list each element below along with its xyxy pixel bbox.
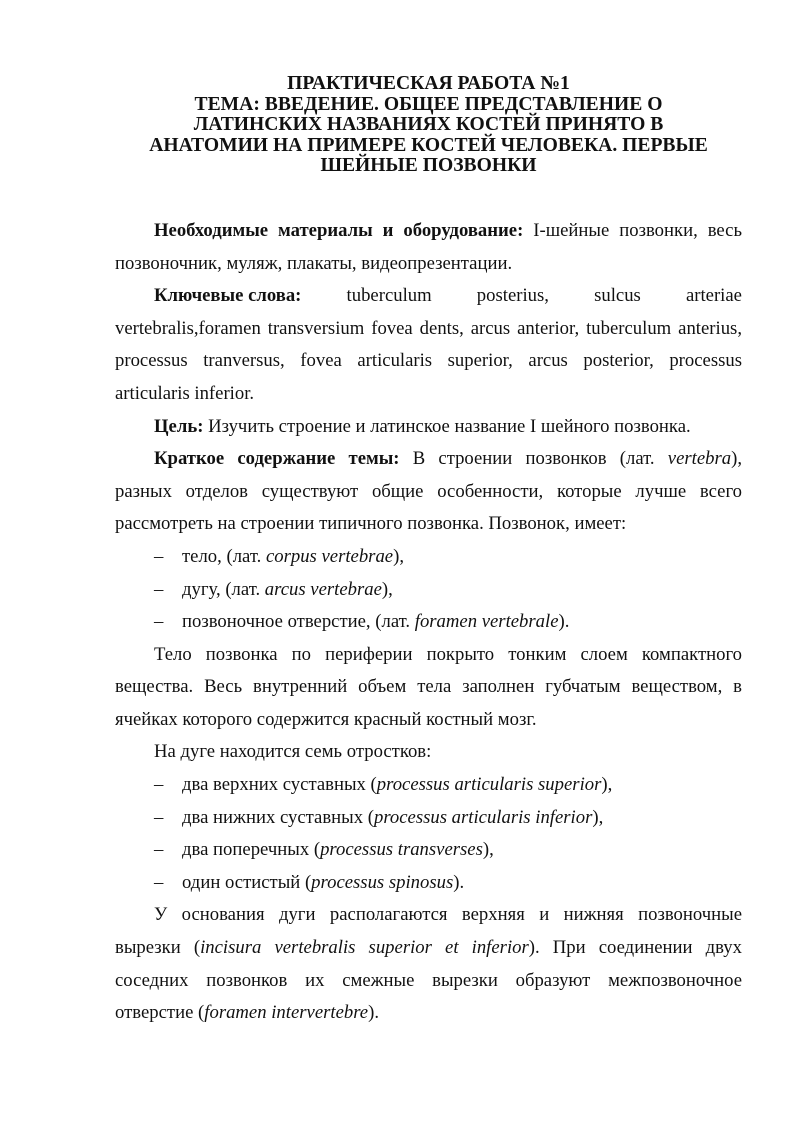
latin-term: foramen intervertebre — [204, 1002, 369, 1024]
keywords-rest: vertebralis,foramen transversium fovea dents, arcus anterior, tuberculum anterius, processus tranversus, fovea articularis superior, arcus posterior, processus articularis inferior. — [115, 317, 742, 404]
summary-text: ), разных отделов существуют общие особенности, которые лучше всего рассмотреть на строении типичного позвонка. Позвонок, имеет: — [115, 448, 742, 535]
dash-bullet: – — [154, 871, 164, 893]
item-text: дугу, (лат. — [182, 578, 265, 600]
dash-bullet: – — [154, 839, 164, 861]
keywords-first-line — [115, 280, 742, 313]
materials-text: I-шейные позвонки, весь позвоночник, муляж, плакаты, видеопрезентации. — [115, 219, 742, 274]
latin-term: processus spinosus — [311, 871, 454, 893]
summary-paragraph — [115, 443, 742, 541]
item-text: ), — [482, 839, 494, 861]
latin-term: arcus vertebrae — [264, 578, 382, 600]
title-line: ТЕМА: ВВЕДЕНИЕ. ОБЩЕЕ ПРЕДСТАВЛЕНИЕ О — [194, 93, 663, 115]
keyword: posterius, — [476, 285, 549, 307]
item-text: два поперечных ( — [182, 839, 321, 861]
item-text: два верхних суставных ( — [182, 774, 377, 796]
materials-paragraph — [115, 215, 742, 280]
latin-term: incisura vertebralis superior et inferior — [200, 937, 529, 959]
paragraph-text: У основания дуги располагаются верхняя и нижняя позвоночные вырезки ( — [115, 904, 742, 959]
item-text: один остистый ( — [182, 871, 312, 893]
keyword: sulcus — [594, 285, 641, 307]
materials-label: Необходимые материалы и оборудование: — [154, 219, 524, 241]
summary-label: Краткое содержание темы: — [154, 448, 400, 470]
keyword: arteriae — [685, 285, 742, 307]
processes-list — [115, 769, 742, 899]
title-line: ПРАКТИЧЕСКАЯ РАБОТА №1 — [287, 73, 570, 94]
item-text: ). — [558, 611, 570, 633]
vertebra-parts-list — [115, 541, 742, 639]
dash-bullet: – — [154, 611, 164, 633]
paragraph-text: ). — [368, 1002, 380, 1024]
title-line: ЛАТИНСКИХ НАЗВАНИЯХ КОСТЕЙ ПРИНЯТО В — [193, 114, 664, 136]
list-item — [115, 867, 742, 900]
goal-text: Изучить строение и латинское название I шейного позвонка. — [203, 415, 691, 437]
notches-paragraph — [115, 899, 742, 1029]
item-text: ), — [381, 578, 393, 600]
list-item — [115, 541, 742, 574]
item-text: ), — [592, 806, 604, 828]
title-line: ШЕЙНЫЕ ПОЗВОНКИ — [320, 155, 537, 177]
document-page — [115, 74, 742, 1030]
arch-intro: На дуге находится семь отростков: — [154, 741, 432, 763]
paragraph-text: ). При соединении двух соседних позвонков их смежные вырезки образуют межпозвоночное отверстие ( — [115, 937, 742, 1024]
dash-bullet: – — [154, 806, 164, 828]
latin-term: processus articularis superior — [376, 774, 602, 796]
latin-term: corpus vertebrae — [265, 545, 394, 567]
body-paragraph: Тело позвонка по периферии покрыто тонким слоем компактного вещества. Весь внутренний объем тела заполнен губчатым веществом, в ячейках которого содержится красный костный мозг. — [115, 643, 742, 730]
item-text: ). — [453, 871, 465, 893]
dash-bullet: – — [154, 545, 164, 567]
goal-label: Цель: — [154, 415, 204, 437]
item-text: тело, (лат. — [182, 545, 266, 567]
list-item — [115, 802, 742, 835]
item-text: ), — [601, 774, 613, 796]
keyword: tuberculum — [346, 285, 432, 307]
item-text: ), — [393, 545, 404, 567]
list-item — [115, 769, 742, 802]
latin-term: processus articularis inferior — [373, 806, 593, 828]
list-item — [115, 834, 742, 867]
latin-term: foramen vertebrale — [414, 611, 559, 633]
latin-term: processus transverses — [320, 839, 483, 861]
list-item — [115, 606, 742, 639]
dash-bullet: – — [154, 774, 164, 796]
item-text: позвоночное отверстие, (лат. — [182, 611, 415, 633]
page-title — [115, 74, 742, 177]
dash-bullet: – — [154, 578, 164, 600]
keywords-label: Ключевые слова: — [154, 285, 302, 307]
latin-term: vertebra — [667, 448, 732, 470]
goal-paragraph — [115, 411, 742, 444]
title-line: АНАТОМИИ НА ПРИМЕРЕ КОСТЕЙ ЧЕЛОВЕКА. ПЕРВЫЕ — [149, 134, 708, 156]
summary-text: В строении позвонков (лат. — [399, 448, 668, 470]
item-text: два нижних суставных ( — [182, 806, 374, 828]
list-item — [115, 574, 742, 607]
